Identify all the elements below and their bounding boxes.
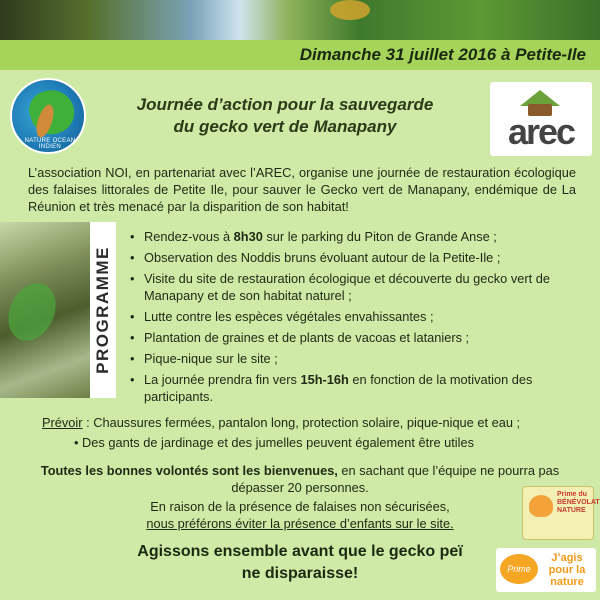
title-line-1: Journée d’action pour la sauvegarde <box>136 95 434 114</box>
programme-banner <box>90 222 116 398</box>
list-item: • Lutte contre les espèces végétales envahissantes ; <box>130 308 570 325</box>
programme-label: PROGRAMME <box>93 246 112 374</box>
arec-logo-text: arec <box>507 111 575 152</box>
welcome-bold: Toutes les bonnes volontés sont les bienvenues, <box>40 463 338 478</box>
benevolat-text: Prime du BÉNÉVOLAT NATURE <box>557 491 600 514</box>
welcome-rest: en sachant que l’équipe ne pourra pas dépasser 20 personnes. <box>231 463 560 495</box>
cliffs-warning <box>100 498 500 532</box>
header-photo <box>0 0 600 40</box>
arec-logo <box>490 82 592 156</box>
gecko-photo-detail <box>330 0 370 20</box>
noi-logo-text: NATURE OCEAN INDIEN <box>24 138 76 150</box>
list-item: • Observation des Noddis bruns évoluant autour de la Petite-Ile ; <box>130 249 570 266</box>
gecko-photo <box>0 222 90 398</box>
event-date: Dimanche 31 juillet 2016 à Petite-Ile <box>299 45 586 64</box>
prevoir-text: : Chaussures fermées, pantalon long, protection solaire, pique-nique et eau ; <box>82 415 521 430</box>
intro-paragraph: L’association NOI, en partenariat avec l’AREC, organise une journée de restauration écologique des falaises littorales de Petite Ile, pour sauver le Gecko vert de Manapany, endémique de La Réunion et très menacé par la disparition de son habitat! <box>28 165 576 214</box>
list-item: • Visite du site de restauration écologique et découverte du gecko vert de Manapany et de son habitat naturel ; <box>130 270 570 304</box>
heart-icon <box>529 495 553 517</box>
closing-line-2: ne disparaisse! <box>241 565 359 582</box>
prime-bubble: Prime <box>500 554 538 584</box>
welcome-paragraph <box>24 462 576 496</box>
noi-logo <box>10 78 86 154</box>
list-item: • Pique-nique sur le site ; <box>130 350 570 367</box>
list-item: • Rendez-vous à 8h30 sur le parking du Piton de Grande Anse ; <box>130 228 570 245</box>
prevoir-line <box>42 414 582 431</box>
closing-line-1: Agissons ensemble avant que le gecko peï <box>137 543 463 560</box>
closing-call <box>110 541 490 585</box>
date-banner <box>0 40 600 70</box>
prevoir-label: Prévoir <box>42 415 83 430</box>
list-item: • La journée prendra fin vers 15h-16h en fonction de la motivation des participants. <box>130 371 570 405</box>
title-line-2: du gecko vert de Manapany <box>173 117 397 136</box>
gecko-icon <box>0 276 65 349</box>
list-item: • Plantation de graines et de plants de vacoas et lataniers ; <box>130 329 570 346</box>
cliffs-line-1: En raison de la présence de falaises non sécurisées, <box>150 499 450 514</box>
cliffs-line-2: nous préférons éviter la présence d’enfants sur le site. <box>146 516 454 531</box>
event-title <box>100 94 470 138</box>
prevoir-item: • Des gants de jardinage et des jumelles peuvent également être utiles <box>74 435 475 450</box>
jagis-badge <box>496 548 596 592</box>
jagis-text: J’agis pour la nature <box>548 552 586 588</box>
programme-list <box>130 228 570 409</box>
benevolat-badge <box>522 486 600 540</box>
